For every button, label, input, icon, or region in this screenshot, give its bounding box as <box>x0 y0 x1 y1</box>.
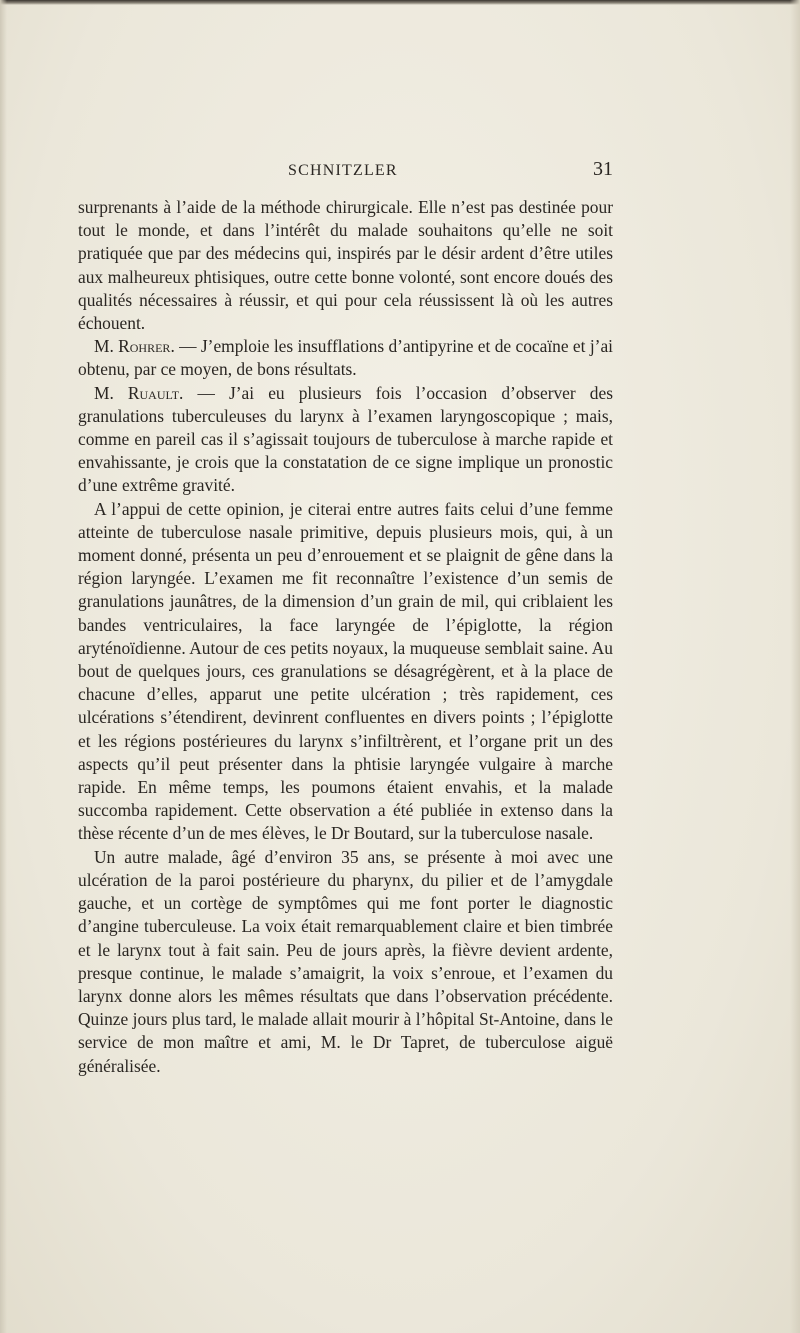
paragraph-case-one: A l’appui de cette opinion, je citerai entre autres faits celui d’une femme atteinte de tuberculose nasale primitive, depuis plusieurs mois, qui, à un moment donné, présenta un peu d’enrouement et se plaignit de gêne dans la région laryngée. L’examen me fit reconnaître l’existence d’un semis de granulations jaunâtres, de la dimension d’un grain de mil, qui criblaient les bandes ventriculaires, la face laryngée de l’épiglotte, la région aryténoïdienne. Autour de ces petits noyaux, la muqueuse semblait saine. Au bout de quelques jours, ces granulations se désagrégèrent, et à la place de chacune d’elles, apparut une petite ulcération ; très rapidement, ces ulcérations s’étendirent, devinrent confluentes en divers points ; l’épiglotte et les régions postérieures du larynx s’infiltrèrent, et l’organe prit un des aspects qu’il peut présenter dans la phtisie laryngée vulgaire à marche rapide. En même temps, les poumons étaient envahis, et la malade succomba rapidement. Cette observation a été publiée in extenso dans la thèse récente d’un de mes élèves, le Dr Boutard, sur la tuberculose nasale. <box>78 498 613 844</box>
body-text <box>78 196 613 1078</box>
paragraph-rohrer <box>78 335 613 381</box>
page-right-edge <box>790 0 800 1333</box>
paragraph-continuation: surprenants à l’aide de la méthode chirurgicale. Elle n’est pas destinée pour tout le monde, et dans l’intérêt du malade souhaitons qu’elle ne soit pratiquée que par des médecins qui, inspirés par le désir ardent d’être utiles aux malheureux phtisiques, outre cette bonne volonté, sont encore doués des qualités nécessaires à réussir, et qui pour cela réussissent là où les autres échouent. <box>78 197 613 334</box>
speech-text: — J’emploie les insufflations d’antipyrine et de cocaïne et j’ai obtenu, par ce moyen, de bons résultats. <box>78 336 613 380</box>
page-number: 31 <box>593 158 613 180</box>
paragraph-ruault <box>78 382 613 498</box>
running-title: SCHNITZLER <box>288 162 398 179</box>
speech-text: — J’ai eu plusieurs fois l’occasion d’observer des granulations tuberculeuses du larynx à l’examen laryngoscopique ; mais, comme en pareil cas il s’agissait toujours de tuberculose à marche rapide et envahissante, je crois que la constatation de ce signe implique un pronostic d’une extrême gravité. <box>78 382 613 496</box>
page-left-edge <box>0 0 7 1333</box>
title-prefix: M. <box>94 336 114 357</box>
page-top-shadow <box>0 0 800 5</box>
title-prefix: M. <box>94 382 114 403</box>
speaker-name: Ruault. <box>127 382 184 403</box>
running-header <box>78 158 613 188</box>
speaker-name: Rohrer. <box>118 336 175 357</box>
paragraph-case-two: Un autre malade, âgé d’environ 35 ans, se présente à moi avec une ulcération de la paroi postérieure du pharynx, du pilier et de l’amygdale gauche, et un cortège de symptômes qui me font porter le diagnostic d’angine tuberculeuse. La voix était remarquablement claire et bien timbrée et le larynx tout à fait sain. Peu de jours après, la fièvre devient ardente, presque continue, le malade s’amaigrit, la voix s’enroue, et l’examen du larynx donne alors les mêmes résultats que dans l’observation précédente. Quinze jours plus tard, le malade allait mourir à l’hôpital St-Antoine, dans le service de mon maître et ami, M. le Dr Tapret, de tuberculose aiguë généralisée. <box>78 846 613 1076</box>
